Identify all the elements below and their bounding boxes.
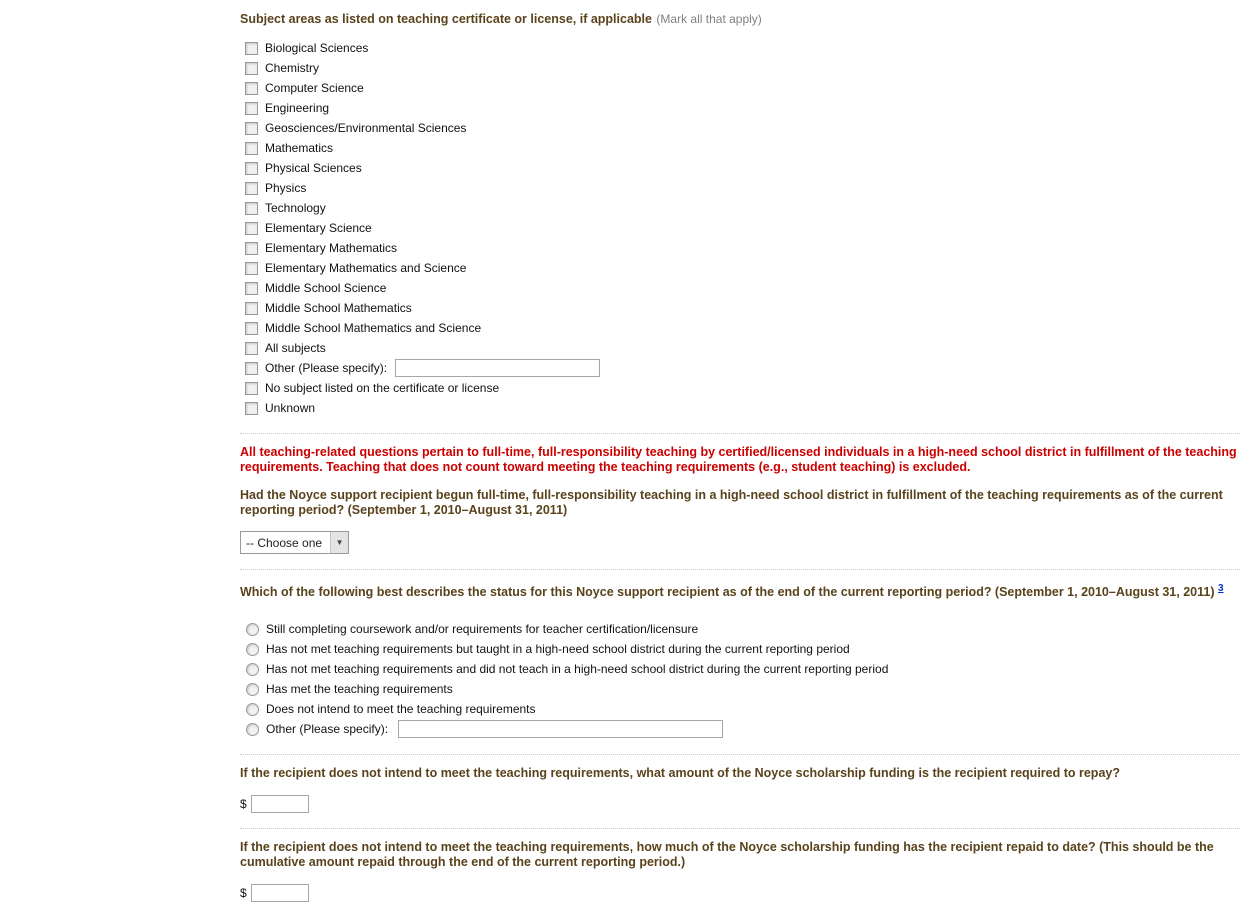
status-option-label: Has not met teaching requirements but taught in a high-need school district during the current reporting period [266,642,850,656]
subject-option-row [245,78,1240,98]
repay-amount-row [240,795,1240,813]
subject-option-row [245,218,1240,238]
status-radio-other[interactable] [246,723,259,736]
status-option-row [246,639,1240,659]
subject-checkbox-computer-science[interactable] [245,82,258,95]
subject-option-label: Technology [265,201,326,215]
subject-option-label: Elementary Mathematics [265,241,398,255]
status-radio-not-met-taught[interactable] [246,643,259,656]
subject-option-row [245,38,1240,58]
select-value: -- Choose one [246,535,323,550]
subject-option-label: Middle School Mathematics [265,301,412,315]
subject-option-row [245,238,1240,258]
subject-checkbox-physical-sciences[interactable] [245,162,258,175]
status-option-label: Has met the teaching requirements [266,682,453,696]
dotted-divider [240,828,1240,829]
currency-symbol: $ [240,886,247,900]
begun-teaching-question: Had the Noyce support recipient begun full-time, full-responsibility teaching in a high-need school district in fulfillment of the teaching requirements as of the current reporting period? (September 1, 2010–August 31, 2011) [240,488,1223,517]
subject-checkbox-list [245,38,1240,418]
currency-symbol: $ [240,797,247,811]
subject-option-row [245,338,1240,358]
subject-checkbox-chemistry[interactable] [245,62,258,75]
subject-option-label: Mathematics [265,141,334,155]
subject-checkbox-biological-sciences[interactable] [245,42,258,55]
subject-areas-section [240,10,1240,418]
status-radio-not-met-not-taught[interactable] [246,663,259,676]
subject-option-label: Middle School Mathematics and Science [265,321,482,335]
subject-areas-question [240,10,1240,28]
status-radio-list [246,619,1240,739]
subject-option-label: Unknown [265,401,316,415]
subject-checkbox-unknown[interactable] [245,402,258,415]
subject-checkbox-middle-school-math-science[interactable] [245,322,258,335]
subject-option-label: Physical Sciences [265,161,362,175]
subject-checkbox-elementary-mathematics[interactable] [245,242,258,255]
status-section [240,581,1240,739]
subject-option-row [245,98,1240,118]
subject-option-row [245,158,1240,178]
subject-option-row-other [245,358,1240,378]
dotted-divider [240,569,1240,570]
subject-option-row [245,298,1240,318]
status-option-label: Does not intend to meet the teaching requirements [266,702,536,716]
subject-option-label: Elementary Science [265,221,372,235]
repay-amount-input[interactable] [251,795,309,813]
status-option-row [246,619,1240,639]
subject-option-row [245,118,1240,138]
repaid-section [240,840,1240,902]
subject-other-input[interactable] [395,359,600,377]
subject-checkbox-technology[interactable] [245,202,258,215]
status-radio-does-not-intend[interactable] [246,703,259,716]
subject-checkbox-elementary-science[interactable] [245,222,258,235]
repaid-question: If the recipient does not intend to meet the teaching requirements, how much of the Noyce scholarship funding has the recipient repaid to date? (This should be the cumulative amount repaid through the end of the current reporting period.) [240,840,1214,869]
subject-other-label: Other (Please specify): [265,361,388,375]
begun-teaching-section [240,445,1240,554]
subject-checkbox-engineering[interactable] [245,102,258,115]
subject-checkbox-geosciences[interactable] [245,122,258,135]
footnote-link[interactable]: 3 [1217,583,1224,594]
subject-option-row [245,378,1240,398]
subject-option-row [245,178,1240,198]
subject-option-row [245,58,1240,78]
status-radio-still-completing[interactable] [246,623,259,636]
subject-option-label: Geosciences/Environmental Sciences [265,121,467,135]
status-option-label: Has not met teaching requirements and did not teach in a high-need school district during the current reporting period [266,662,889,676]
begun-teaching-select[interactable] [240,531,349,554]
status-option-label: Still completing coursework and/or requirements for teacher certification/licensure [266,622,699,636]
subject-checkbox-physics[interactable] [245,182,258,195]
dotted-divider [240,754,1240,755]
status-option-row [246,699,1240,719]
subject-option-row [245,398,1240,418]
dotted-divider [240,433,1240,434]
subject-option-label: Computer Science [265,81,364,95]
repaid-amount-input[interactable] [251,884,309,902]
status-other-label: Other (Please specify): [266,722,389,736]
repay-section [240,766,1240,813]
subject-option-row [245,278,1240,298]
subject-checkbox-other[interactable] [245,362,258,375]
subject-checkbox-middle-school-science[interactable] [245,282,258,295]
status-option-row [246,659,1240,679]
chevron-down-icon: ▼ [330,532,348,553]
status-radio-has-met[interactable] [246,683,259,696]
subject-option-row [245,198,1240,218]
subject-option-label: No subject listed on the certificate or license [265,381,500,395]
status-option-row-other [246,719,1240,739]
subject-option-label: Elementary Mathematics and Science [265,261,467,275]
repay-question: If the recipient does not intend to meet the teaching requirements, what amount of the Noyce scholarship funding is the recipient required to repay? [240,766,1120,780]
subject-areas-hint: (Mark all that apply) [656,12,762,26]
subject-option-row [245,258,1240,278]
status-question-text: Which of the following best describes the status for this Noyce support recipient as of the end of the current reporting period? (September 1, 2010–August 31, 2011) [240,585,1215,599]
subject-option-label: Biological Sciences [265,41,369,55]
subject-option-label: Middle School Science [265,281,387,295]
subject-areas-question-text: Subject areas as listed on teaching certificate or license, if applicable [240,12,652,26]
status-option-row [246,679,1240,699]
subject-option-label: All subjects [265,341,326,355]
status-question [240,581,1240,600]
repaid-amount-row [240,884,1240,902]
subject-option-label: Chemistry [265,61,320,75]
subject-option-label: Physics [265,181,307,195]
status-other-input[interactable] [398,720,723,738]
subject-checkbox-elementary-math-science[interactable] [245,262,258,275]
subject-checkbox-all-subjects[interactable] [245,342,258,355]
subject-option-row [245,318,1240,338]
subject-checkbox-mathematics[interactable] [245,142,258,155]
subject-checkbox-middle-school-mathematics[interactable] [245,302,258,315]
subject-option-row [245,138,1240,158]
subject-option-label: Engineering [265,101,330,115]
teaching-requirements-warning: All teaching-related questions pertain to full-time, full-responsibility teaching by certified/licensed individuals in a high-need school district in fulfillment of the teaching requirements. Teaching that does not count toward meeting the teaching requirements (e.g., student teaching) is excluded. [240,445,1237,474]
subject-checkbox-no-subject-listed[interactable] [245,382,258,395]
